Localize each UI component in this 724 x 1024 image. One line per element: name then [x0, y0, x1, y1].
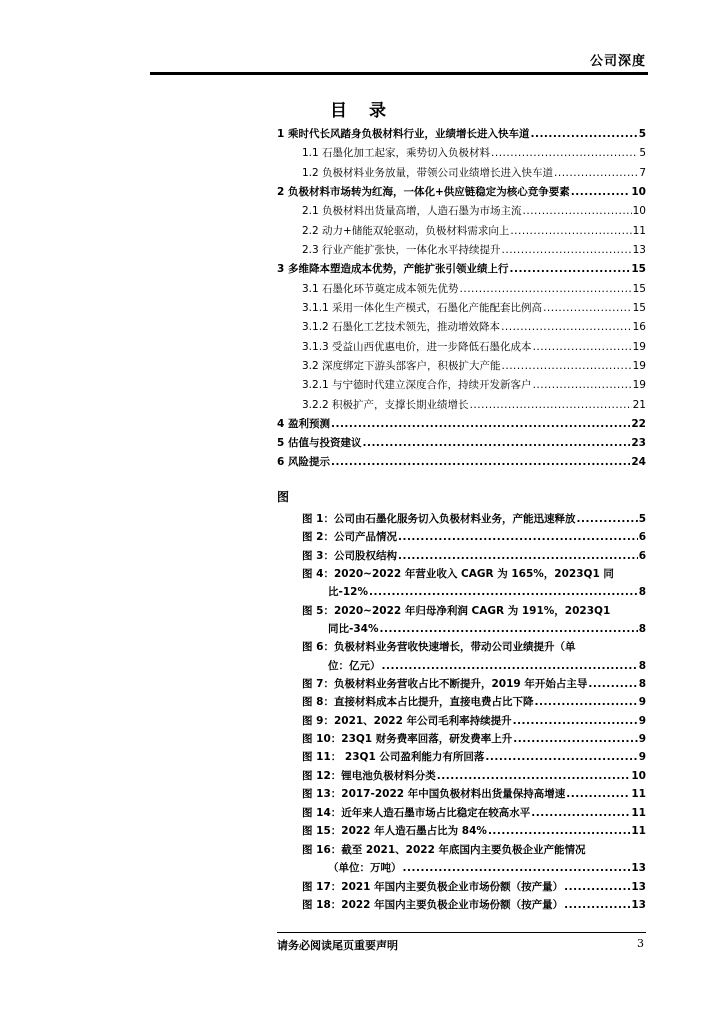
figure-entry[interactable]: 图 2：公司产品情况 ..... 6 [302, 530, 646, 544]
header-title: 公司深度 [589, 54, 646, 69]
figure-entry[interactable]: 图 12：锂电池负极材料分类 ..... 10 [302, 769, 646, 783]
toc-entry[interactable]: 1.2 负极材料业务放量，带领公司业绩增长进入快车道 ..... 7 [302, 166, 646, 180]
figure-entry[interactable]: 图 18：2022 年国内主要负极企业市场份额（按产量） ..... 13 [302, 898, 646, 912]
figure-entry[interactable]: 图 17：2021 年国内主要负极企业市场份额（按产量） ..... 13 [302, 880, 646, 894]
toc-entry[interactable]: 2.1 负极材料出货量高增，人造石墨为市场主流 ..... 10 [302, 204, 646, 218]
figure-entry-continuation[interactable]: （单位：万吨） ..... 13 [328, 861, 646, 875]
figure-entry-continuation[interactable]: 位：亿元） ..... 8 [328, 659, 646, 673]
figure-entry[interactable]: 图 9：2021、2022 年公司毛利率持续提升 ..... 9 [302, 714, 646, 728]
toc-entry[interactable]: 2.3 行业产能扩张快，一体化水平持续提升 ..... 13 [302, 243, 646, 257]
toc-entry[interactable]: 4 盈利预测 ..... 22 [277, 417, 646, 431]
figure-entry[interactable]: 图 10：23Q1 财务费率回落，研发费率上升 ..... 9 [302, 732, 646, 746]
figure-entry[interactable]: 图 8：直接材料成本占比提升，直接电费占比下降 ..... 9 [302, 695, 646, 709]
figure-entry[interactable]: 图 1：公司由石墨化服务切入负极材料业务，产能迅速释放 ..... 5 [302, 512, 646, 526]
figure-entry[interactable]: 图 5：2020~2022 年归母净利润 CAGR 为 191%，2023Q1 [302, 605, 611, 617]
page-number: 3 [637, 937, 644, 950]
figure-entry[interactable]: 图 6：负极材料业务营收快速增长，带动公司业绩提升（单 [302, 641, 576, 653]
figure-entry[interactable]: 图 3：公司股权结构 ..... 6 [302, 549, 646, 563]
footer-rule [277, 932, 646, 933]
toc-title: 目 录 [330, 101, 394, 121]
toc-entry[interactable]: 3.1.3 受益山西优惠电价，进一步降低石墨化成本 ..... 19 [302, 340, 646, 354]
toc-entry[interactable]: 3.2 深度绑定下游头部客户，积极扩大产能 ..... 19 [302, 359, 646, 373]
footer-disclaimer: 请务必阅读尾页重要声明 [277, 939, 398, 952]
toc-entry[interactable]: 6 风险提示 ..... 24 [277, 455, 646, 469]
figure-entry[interactable]: 图 7：负极材料业务营收占比不断提升，2019 年开始占主导 ..... 8 [302, 677, 646, 691]
toc-entry[interactable]: 3.1 石墨化环节奠定成本领先优势 ..... 15 [302, 282, 646, 296]
figure-entry[interactable]: 图 11： 23Q1 公司盈利能力有所回落 ..... 9 [302, 750, 646, 764]
figure-entry[interactable]: 图 14：近年来人造石墨市场占比稳定在较高水平 ..... 11 [302, 806, 646, 820]
figure-entry[interactable]: 图 16：截至 2021、2022 年底国内主要负极企业产能情况 [302, 844, 586, 856]
toc-entry[interactable]: 3 多维降本塑造成本优势，产能扩张引领业绩上行 ..... 15 [277, 262, 646, 276]
figure-entry-continuation[interactable]: 同比-34% ..... 8 [328, 622, 646, 636]
toc-entry[interactable]: 3.2.1 与宁德时代建立深度合作，持续开发新客户 ..... 19 [302, 378, 646, 392]
toc-entry[interactable]: 3.2.2 积极扩产，支撑长期业绩增长 ..... 21 [302, 398, 646, 412]
figures-label: 图 [277, 490, 290, 504]
figure-entry-continuation[interactable]: 比-12% ..... 8 [328, 585, 646, 599]
header-rule [150, 72, 648, 75]
toc-entry[interactable]: 3.1.1 采用一体化生产模式，石墨化产能配套比例高 ..... 15 [302, 301, 646, 315]
toc-entry[interactable]: 2 负极材料市场转为红海，一体化+供应链稳定为核心竞争要素 ..... 10 [277, 185, 646, 199]
figure-entry[interactable]: 图 15：2022 年人造石墨占比为 84% ..... 11 [302, 824, 646, 838]
toc-entry[interactable]: 5 估值与投资建议 ..... 23 [277, 436, 646, 450]
toc-entry[interactable]: 1 乘时代长风踏身负极材料行业，业绩增长进入快车道 ..... 5 [277, 127, 646, 141]
toc-entry[interactable]: 3.1.2 石墨化工艺技术领先，推动增效降本 ..... 16 [302, 320, 646, 334]
figure-entry[interactable]: 图 4：2020~2022 年营业收入 CAGR 为 165%，2023Q1 同 [302, 568, 614, 580]
toc-entry[interactable]: 1.1 石墨化加工起家，乘势切入负极材料 ..... 5 [302, 146, 646, 160]
figure-entry[interactable]: 图 13：2017-2022 年中国负极材料出货量保持高增速 ..... 11 [302, 787, 646, 801]
toc-entry[interactable]: 2.2 动力+储能双轮驱动，负极材料需求向上 ..... 11 [302, 224, 646, 238]
